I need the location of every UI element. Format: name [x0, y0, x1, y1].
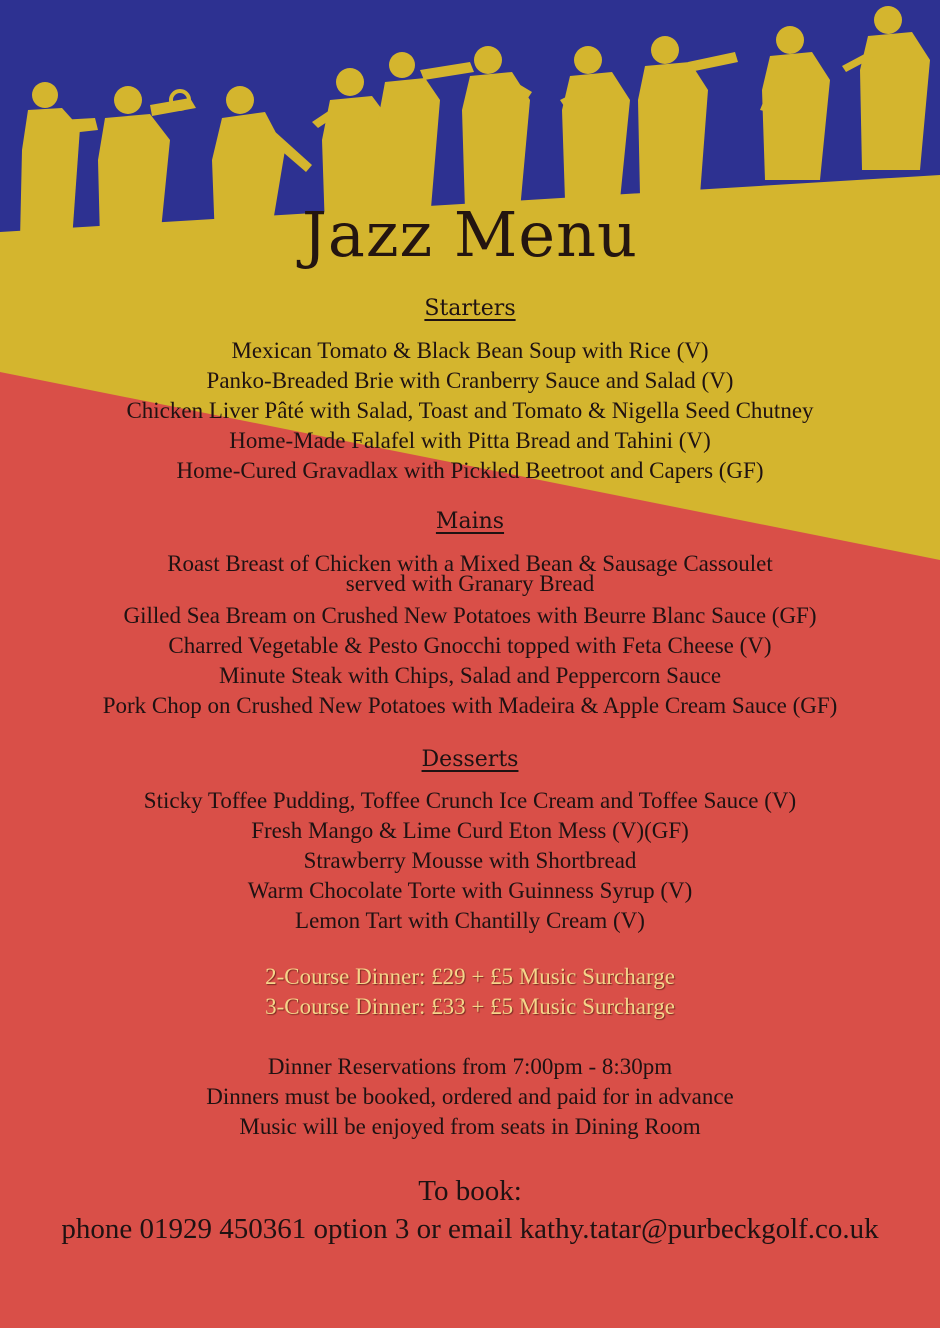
- reservation-info: [0, 1052, 940, 1142]
- info-line: Dinner Reservations from 7:00pm - 8:30pm: [267, 1054, 673, 1079]
- list-item: Lemon Tart with Chantilly Cream (V): [295, 908, 645, 933]
- list-item: Chicken Liver Pâté with Salad, Toast and Tomato & Nigella Seed Chutney: [126, 398, 814, 423]
- info-line: Dinners must be booked, ordered and paid for in advance: [206, 1084, 734, 1109]
- price-list: [0, 962, 940, 1022]
- list-item: Home-Made Falafel with Pitta Bread and Tahini (V): [229, 428, 711, 453]
- list-item: served with Granary Bread: [345, 571, 595, 596]
- list-item: Roast Breast of Chicken with a Mixed Bean & Sausage Cassoulet: [167, 551, 773, 576]
- info-line: Music will be enjoyed from seats in Dining Room: [239, 1114, 701, 1139]
- list-item: Home-Cured Gravadlax with Pickled Beetroot and Capers (GF): [176, 458, 764, 483]
- list-item: Sticky Toffee Pudding, Toffee Crunch Ice Cream and Toffee Sauce (V): [143, 788, 797, 813]
- list-item: Panko-Breaded Brie with Cranberry Sauce and Salad (V): [206, 368, 734, 393]
- desserts-list: [0, 786, 940, 936]
- list-item: Gilled Sea Bream on Crushed New Potatoes with Beurre Blanc Sauce (GF): [123, 603, 817, 628]
- list-item: Fresh Mango & Lime Curd Eton Mess (V)(GF): [251, 818, 689, 843]
- list-item: Minute Steak with Chips, Salad and Peppercorn Sauce: [218, 663, 722, 688]
- list-item: Warm Chocolate Torte with Guinness Syrup (V): [247, 878, 693, 903]
- starters-heading: Starters: [424, 296, 516, 321]
- list-item: Strawberry Mousse with Shortbread: [303, 848, 637, 873]
- mains-heading: Mains: [435, 509, 505, 534]
- booking-contact: phone 01929 450361 option 3 or email kathy.tatar@purbeckgolf.co.uk: [61, 1213, 879, 1245]
- list-item: Charred Vegetable & Pesto Gnocchi topped with Feta Cheese (V): [168, 633, 772, 658]
- list-item: Pork Chop on Crushed New Potatoes with Madeira & Apple Cream Sauce (GF): [102, 693, 838, 718]
- booking-section: [0, 1172, 940, 1248]
- desserts-heading: Desserts: [421, 747, 519, 772]
- mains-list: [0, 549, 940, 721]
- booking-heading: To book:: [418, 1175, 522, 1207]
- price-line: 3-Course Dinner: £33 + £5 Music Surcharge: [265, 994, 675, 1019]
- price-line: 2-Course Dinner: £29 + £5 Music Surcharge: [265, 964, 675, 989]
- starters-list: [0, 336, 940, 486]
- list-item: Mexican Tomato & Black Bean Soup with Rice (V): [231, 338, 709, 363]
- menu-title: Jazz Menu: [302, 198, 638, 271]
